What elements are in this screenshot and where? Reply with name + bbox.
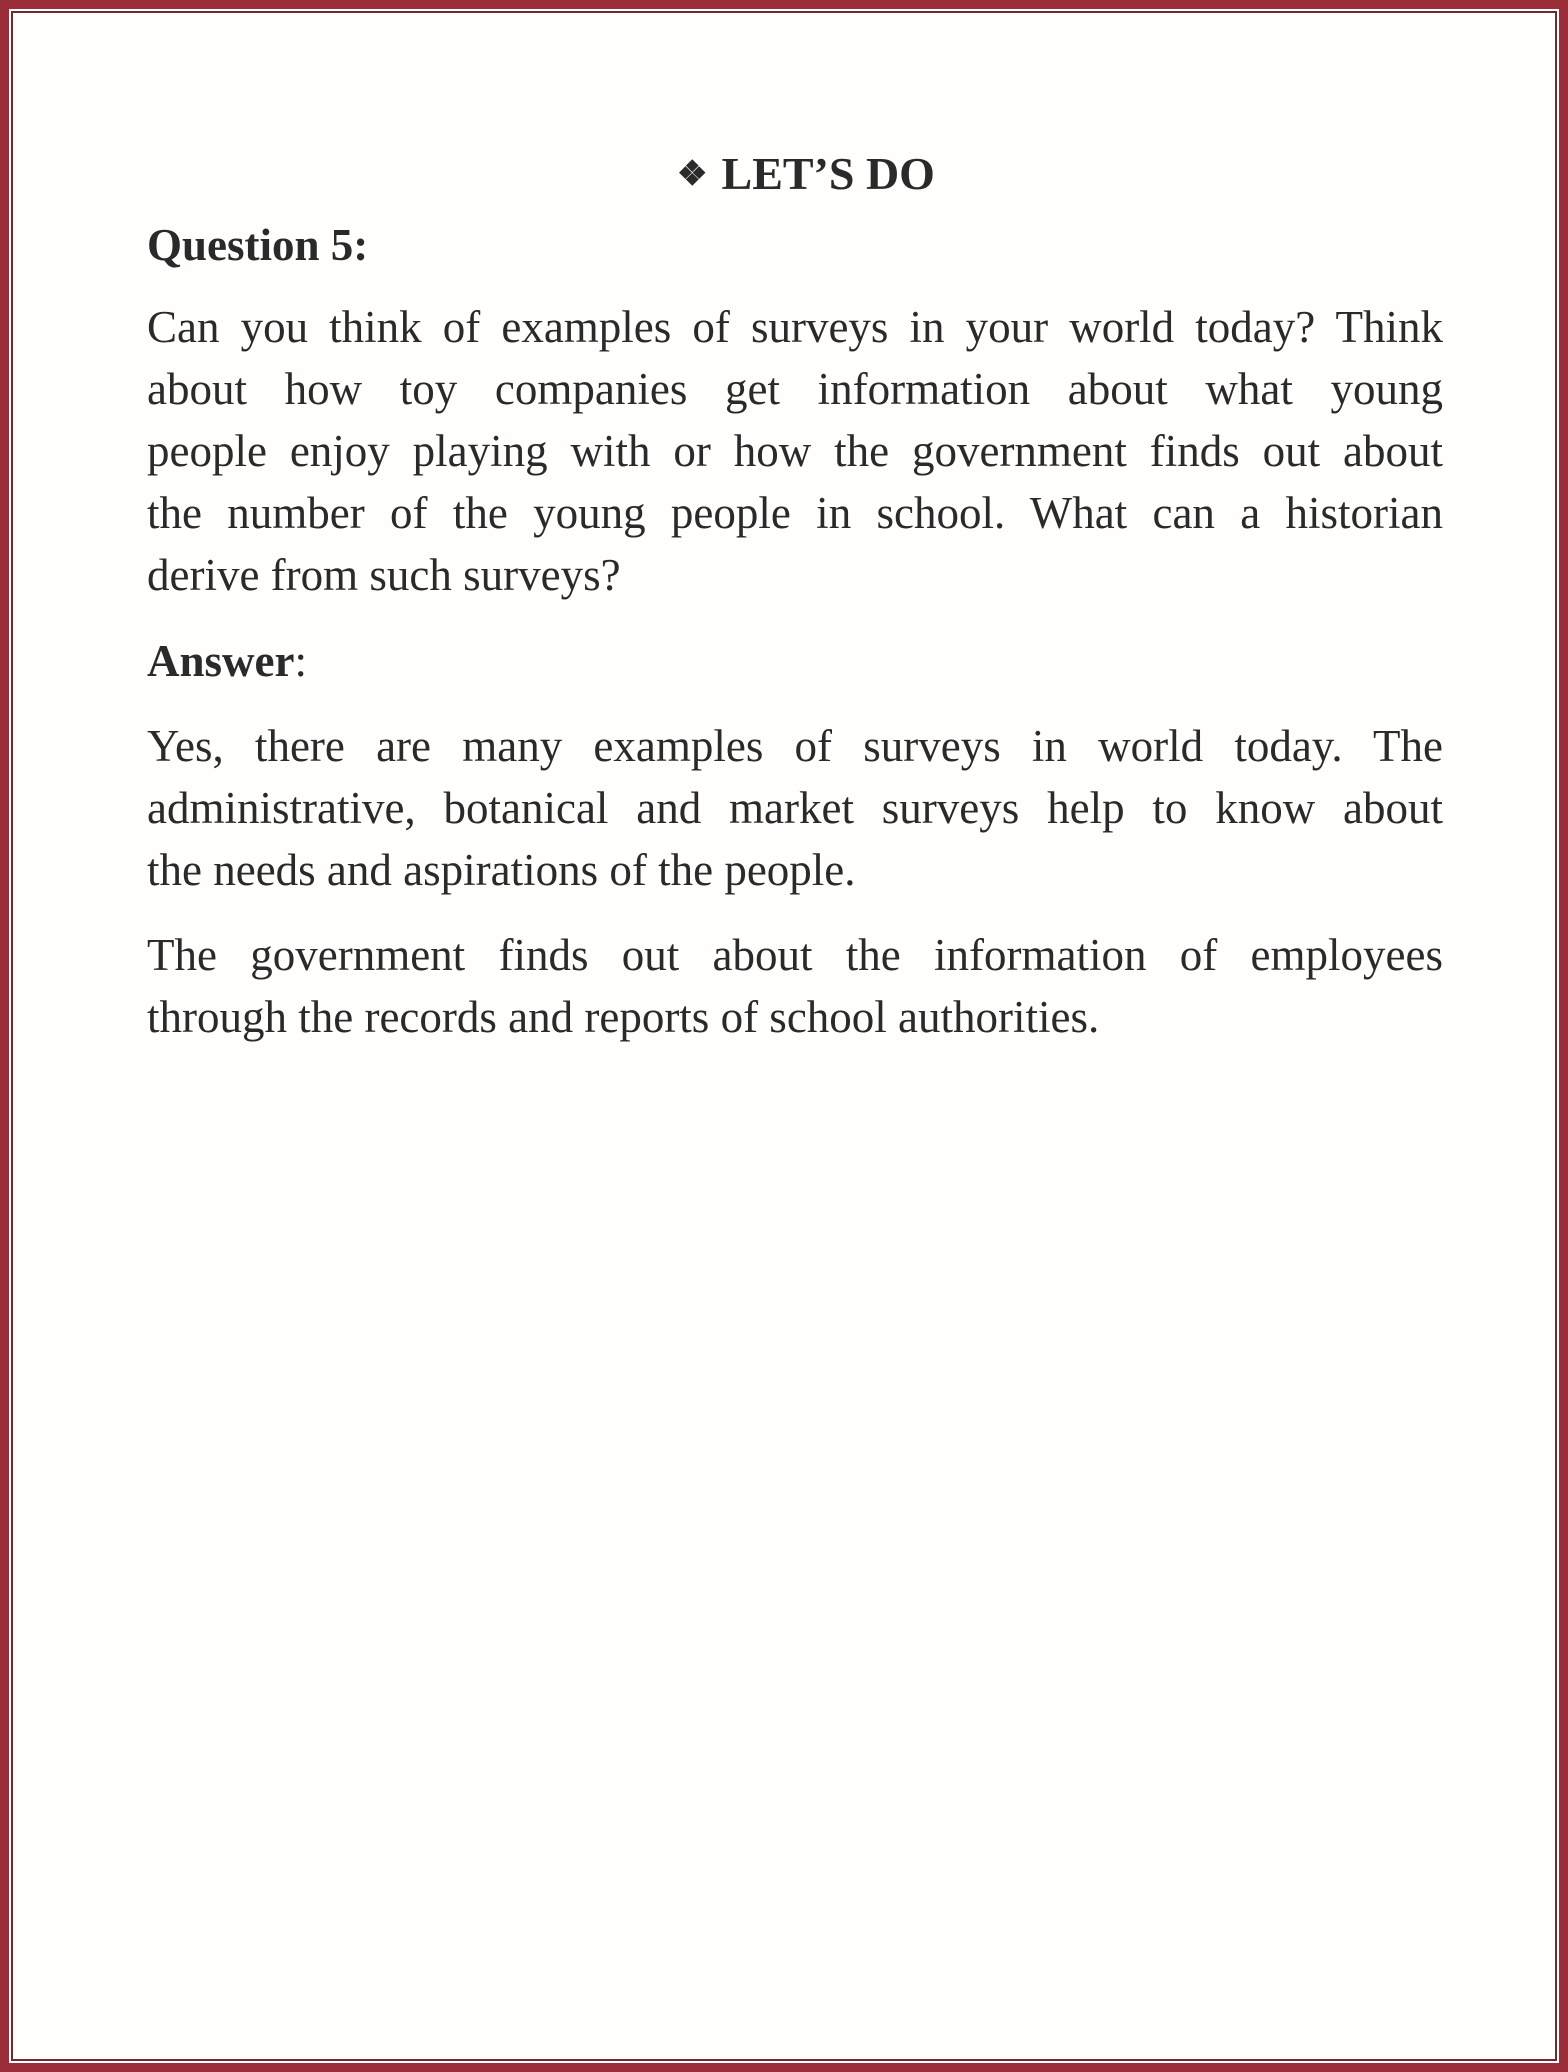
section-title: LET’S DO (721, 148, 935, 199)
question-line: about how toy companies get information about what young (147, 364, 1443, 414)
diamond-bullet-icon: ❖ (677, 156, 708, 193)
answer-line: Yes, there are many examples of surveys in world today. The (147, 721, 1443, 771)
section-heading (147, 147, 1443, 200)
answer-paragraph-2 (147, 924, 1443, 1048)
question-label: Question 5: (147, 220, 369, 270)
page (11, 11, 1557, 2061)
question-line: Can you think of examples of surveys in your world today? Think (147, 302, 1443, 352)
answer-label-text: Answer (147, 636, 295, 686)
answer-line: The government finds out about the information of employees (147, 930, 1443, 980)
question-line: derive from such surveys? (147, 550, 621, 600)
answer-paragraph-1 (147, 715, 1443, 901)
question-line: the number of the young people in school. What can a historian (147, 488, 1443, 538)
answer-colon: : (294, 636, 307, 686)
answer-line: through the records and reports of school authorities. (147, 992, 1100, 1042)
answer-label (147, 635, 307, 687)
answer-line: the needs and aspirations of the people. (147, 845, 856, 895)
question-text (147, 296, 1443, 606)
question-line: people enjoy playing with or how the government finds out about (147, 426, 1443, 476)
answer-line: administrative, botanical and market surveys help to know about (147, 783, 1443, 833)
